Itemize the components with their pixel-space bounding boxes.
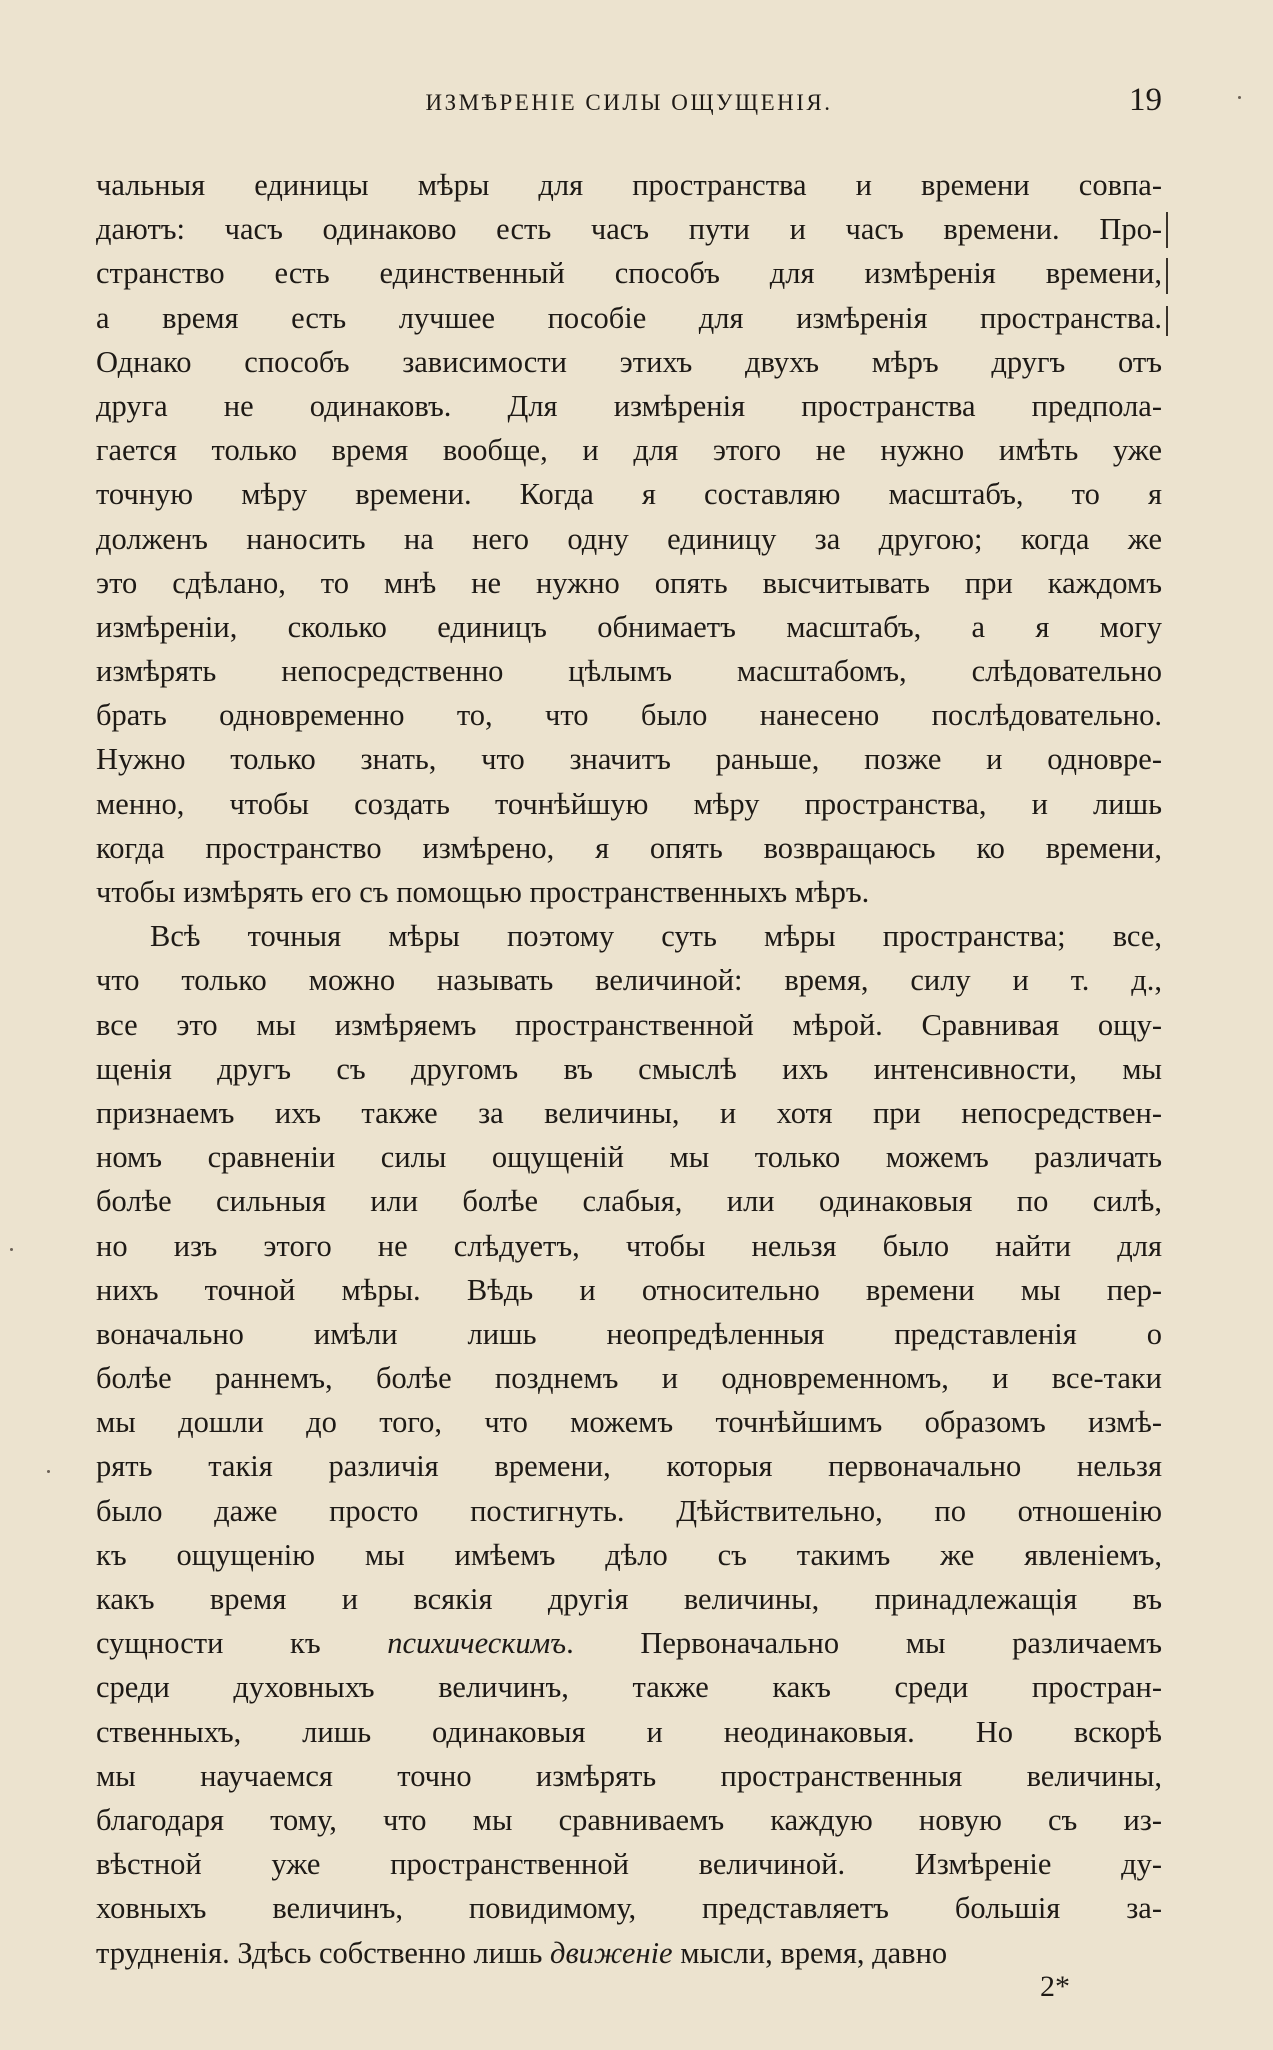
emphasized-word: движеніе [550,1935,673,1970]
text-line: чтобы измѣрять его съ помощью пространственныхъ мѣръ. [96,875,870,909]
text-line: мы дошли до того, что можемъ точнѣйшимъ образомъ измѣ- [96,1405,1162,1440]
line-text: мысли, время, давно [672,1935,948,1970]
text-line: щенія другъ съ другомъ въ смыслѣ ихъ интенсивности, мы [96,1051,1162,1086]
text-line: рять такія различія времени, которыя первоначально нельзя [96,1449,1162,1484]
line-text: . Первоначально мы различаемъ [566,1626,1162,1661]
paragraph [96,163,1162,914]
text-line: измѣрять непосредственно цѣлымъ масштабомъ, слѣдовательно [96,654,1162,689]
text-line: среди духовныхъ величинъ, также какъ среди простран- [96,1670,1162,1705]
text-line: какъ время и всякія другія величины, принадлежащія въ [96,1582,1162,1616]
margin-mark [1166,258,1168,294]
text-line: менно, чтобы создать точнѣйшую мѣру пространства, и лишь [96,786,1162,821]
text-line [96,1621,1162,1665]
text-line: даютъ: часъ одинаково есть часъ пути и часъ времени. Про- [96,212,1162,247]
text-line: брать одновременно то, что было нанесено послѣдовательно. [96,698,1162,733]
text-line: но изъ этого не слѣдуетъ, чтобы нельзя было найти для [96,1228,1162,1263]
paper-speck [1238,96,1241,99]
text-line: признаемъ ихъ также за величины, и хотя при непосредствен- [96,1095,1162,1130]
line-text: трудненія. Здѣсь собственно лишь [96,1935,551,1970]
text-line: странство есть единственный способъ для измѣренія времени, [96,256,1162,291]
paragraph [96,914,1162,1975]
text-line: друга не одинаковъ. Для измѣренія пространства предпола- [96,388,1162,423]
text-line: когда пространство измѣрено, я опять возвращаюсь ко времени, [96,830,1162,865]
text-line: къ ощущенію мы имѣемъ дѣло съ такимъ же явленіемъ, [96,1537,1162,1572]
text-line: номъ сравненіи силы ощущеній мы только можемъ различать [96,1140,1162,1175]
line-text: сущности къ [96,1626,388,1661]
text-line: это сдѣлано, то мнѣ не нужно опять высчитывать при каждомъ [96,565,1162,600]
text-line: ховныхъ величинъ, повидимому, представляетъ большія за- [96,1891,1162,1926]
paper-speck [10,1248,13,1251]
margin-mark [1166,306,1168,336]
running-title: ИЗМѢРЕНІЕ СИЛЫ ОЩУЩЕНІЯ. [425,90,833,115]
running-head [96,82,1162,132]
text-line: измѣреніи, сколько единицъ обнимаетъ масштабъ, а я могу [96,609,1162,644]
text-line: вѣстной уже пространственной величиной. Измѣреніе ду- [96,1847,1162,1882]
text-line: благодаря тому, что мы сравниваемъ каждую новую съ из- [96,1802,1162,1837]
body-text [96,163,1162,1975]
text-line: Однако способъ зависимости этихъ двухъ мѣръ другъ отъ [96,344,1162,379]
emphasized-word: психическимъ [387,1626,567,1661]
text-line: что только можно называть величиной: время, силу и т. д., [96,963,1162,998]
text-line: болѣе сильныя или болѣе слабыя, или одинаковыя по силѣ, [96,1184,1162,1219]
text-line: Нужно только знать, что значитъ раньше, позже и одновре- [96,742,1162,777]
text-line: долженъ наносить на него одну единицу за другою; когда же [96,521,1162,556]
text-line: а время есть лучшее пособіе для измѣренія пространства. [96,300,1162,335]
text-line: ственныхъ, лишь одинаковыя и неодинаковыя. Но вскорѣ [96,1714,1162,1749]
page-number: 19 [1129,82,1162,118]
text-line: было даже просто постигнуть. Дѣйствительно, по отношенію [96,1493,1162,1528]
text-line: точную мѣру времени. Когда я составляю масштабъ, то я [96,477,1162,512]
signature-mark: 2* [1040,1970,1070,2003]
text-line: Всѣ точныя мѣры поэтому суть мѣры пространства; все, [150,919,1162,954]
text-line: воначально имѣли лишь неопредѣленныя представленія о [96,1316,1162,1351]
paper-speck [47,1470,50,1473]
text-line: болѣе раннемъ, болѣе позднемъ и одновременномъ, и все-таки [96,1361,1162,1396]
margin-mark [1166,212,1168,248]
text-line: нихъ точной мѣры. Вѣдь и относительно времени мы пер- [96,1272,1162,1307]
text-line [96,1931,1162,1975]
text-line: чальныя единицы мѣры для пространства и времени совпа- [96,168,1162,202]
text-line: все это мы измѣряемъ пространственной мѣрой. Сравнивая ощу- [96,1007,1162,1042]
text-line: мы научаемся точно измѣрять пространственныя величины, [96,1758,1162,1793]
text-line: гается только время вообще, и для этого не нужно имѣть уже [96,433,1162,468]
